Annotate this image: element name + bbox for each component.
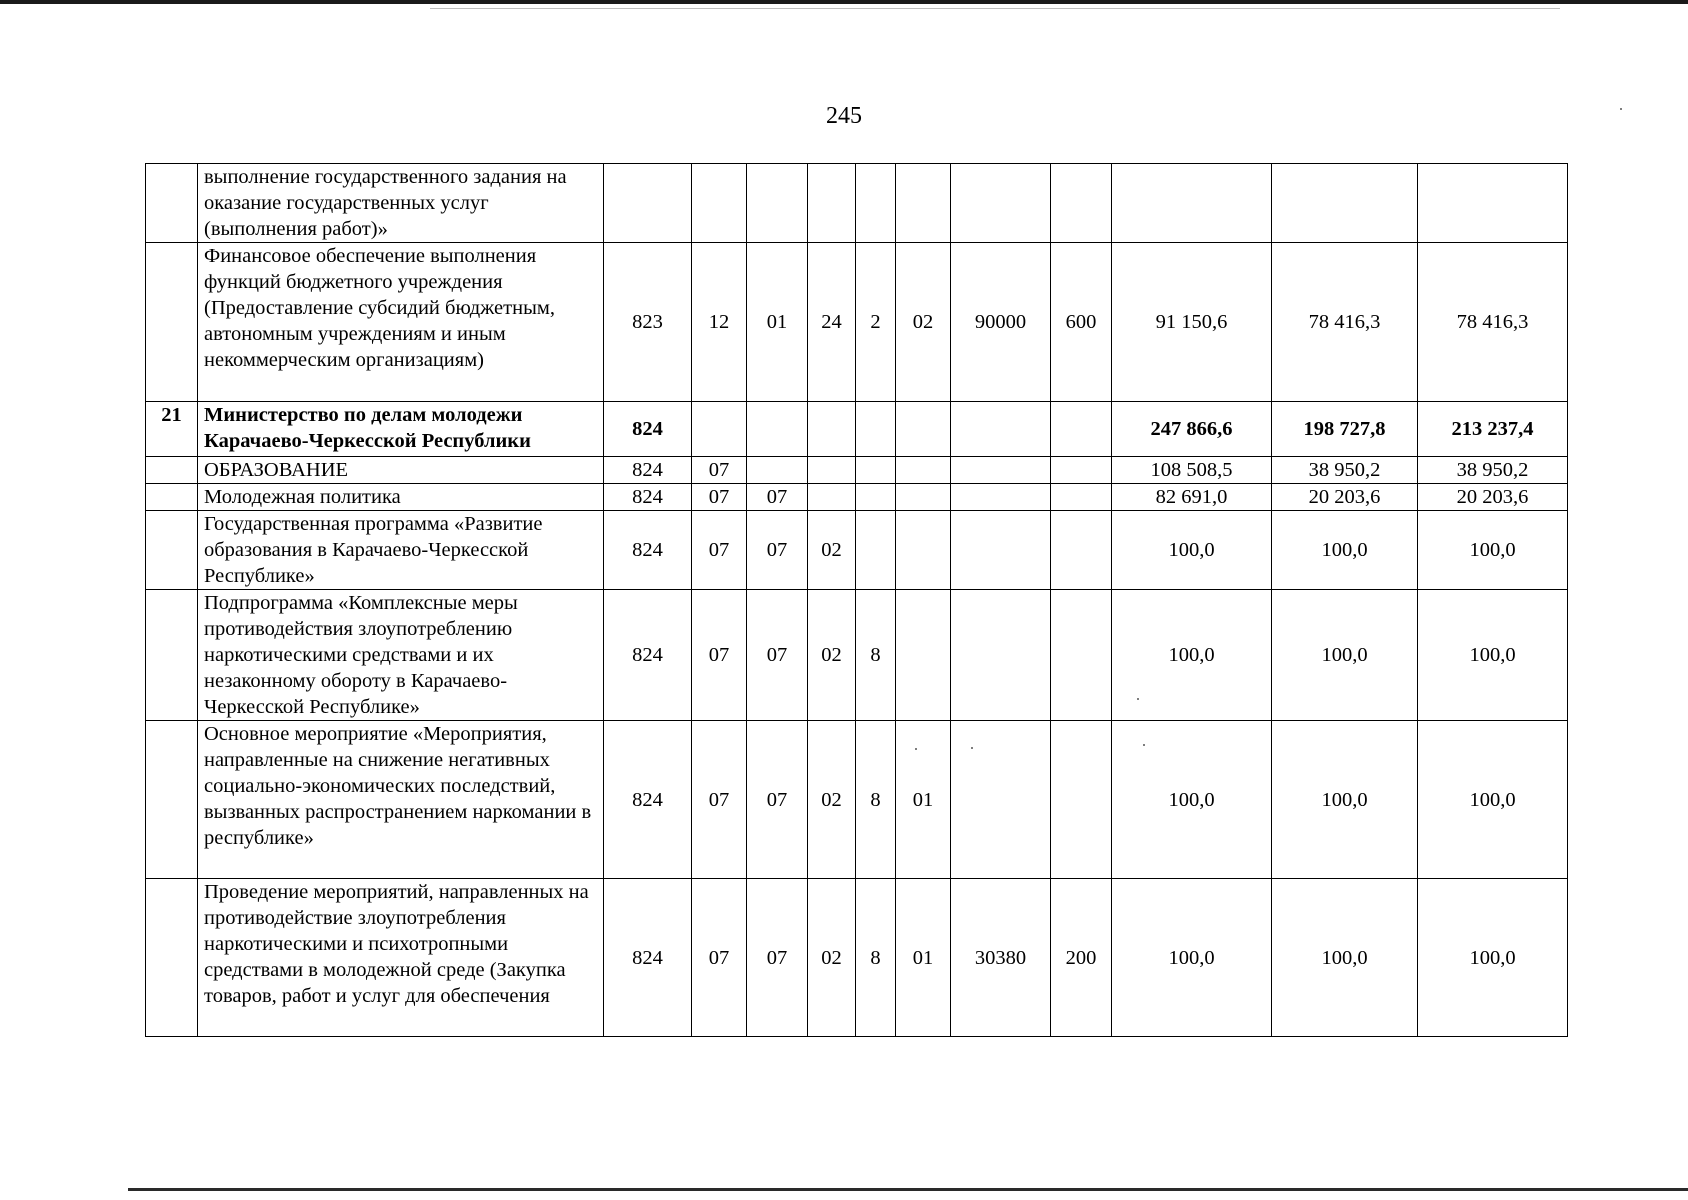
- subprogram-code-cell: 2: [856, 243, 896, 402]
- subprogram-code-cell: [856, 484, 896, 511]
- row-number-cell: [146, 511, 198, 590]
- expense-direction-code-cell: [951, 721, 1051, 879]
- section-code-cell: 07: [692, 484, 747, 511]
- subsection-code-cell: 07: [747, 511, 808, 590]
- main-activity-code-cell: [896, 511, 951, 590]
- expense-type-code-cell: 600: [1051, 243, 1112, 402]
- amount-year3-cell: 38 950,2: [1418, 457, 1568, 484]
- amount-year1-cell: [1112, 164, 1272, 243]
- ministry-code-cell: 824: [604, 721, 692, 879]
- amount-year2-cell: 100,0: [1272, 511, 1418, 590]
- expense-direction-code-cell: [951, 457, 1051, 484]
- table-row: [146, 164, 1568, 243]
- row-name-cell: Подпрограмма «Комплексные меры противодействия злоупотреблению наркотическими средствами и их незаконному обороту в Карачаево-Черкесской Республике»: [198, 590, 604, 721]
- subprogram-code-cell: 8: [856, 721, 896, 879]
- table-body: [146, 164, 1568, 1037]
- amount-year2-cell: 100,0: [1272, 721, 1418, 879]
- row-name-cell: Министерство по делам молодежи Карачаево-Черкесской Республики: [198, 402, 604, 457]
- expense-direction-code-cell: [951, 484, 1051, 511]
- row-number-cell: [146, 721, 198, 879]
- table-row: [146, 590, 1568, 721]
- expense-type-code-cell: [1051, 721, 1112, 879]
- ministry-code-cell: 824: [604, 879, 692, 1037]
- program-code-cell: 24: [808, 243, 856, 402]
- table-row: [146, 721, 1568, 879]
- section-code-cell: 07: [692, 511, 747, 590]
- table-row: [146, 484, 1568, 511]
- amount-year2-cell: 78 416,3: [1272, 243, 1418, 402]
- budget-table: [145, 163, 1568, 1037]
- program-code-cell: 02: [808, 511, 856, 590]
- scan-speck: [1143, 744, 1145, 746]
- subprogram-code-cell: [856, 457, 896, 484]
- table-row: [146, 243, 1568, 402]
- ministry-code-cell: 824: [604, 511, 692, 590]
- ministry-code-cell: 823: [604, 243, 692, 402]
- row-number-cell: 21: [146, 402, 198, 457]
- expense-direction-code-cell: [951, 590, 1051, 721]
- amount-year2-cell: [1272, 164, 1418, 243]
- program-code-cell: [808, 484, 856, 511]
- page-number: 245: [826, 103, 862, 129]
- row-name-cell: Основное мероприятие «Мероприятия, направленные на снижение негативных социально-экономических последствий, вызванных распространением наркомании в республике»: [198, 721, 604, 879]
- row-number-cell: [146, 879, 198, 1037]
- row-name-cell: Государственная программа «Развитие образования в Карачаево-Черкесской Республике»: [198, 511, 604, 590]
- amount-year3-cell: 100,0: [1418, 511, 1568, 590]
- expense-type-code-cell: [1051, 164, 1112, 243]
- expense-type-code-cell: [1051, 484, 1112, 511]
- row-number-cell: [146, 484, 198, 511]
- expense-direction-code-cell: 30380: [951, 879, 1051, 1037]
- section-code-cell: 12: [692, 243, 747, 402]
- subsection-code-cell: 07: [747, 879, 808, 1037]
- amount-year1-cell: 91 150,6: [1112, 243, 1272, 402]
- scan-speck: [1620, 108, 1622, 110]
- row-name-cell: Молодежная политика: [198, 484, 604, 511]
- expense-type-code-cell: 200: [1051, 879, 1112, 1037]
- main-activity-code-cell: 01: [896, 879, 951, 1037]
- subprogram-code-cell: 8: [856, 879, 896, 1037]
- subsection-code-cell: 07: [747, 590, 808, 721]
- amount-year3-cell: 213 237,4: [1418, 402, 1568, 457]
- program-code-cell: [808, 457, 856, 484]
- table-row: [146, 402, 1568, 457]
- ministry-code-cell: [604, 164, 692, 243]
- expense-direction-code-cell: [951, 511, 1051, 590]
- main-activity-code-cell: [896, 484, 951, 511]
- amount-year2-cell: 38 950,2: [1272, 457, 1418, 484]
- amount-year1-cell: 100,0: [1112, 879, 1272, 1037]
- ministry-code-cell: 824: [604, 484, 692, 511]
- scan-speck: [971, 747, 973, 749]
- expense-type-code-cell: [1051, 590, 1112, 721]
- scan-speck: [915, 748, 917, 750]
- ministry-code-cell: 824: [604, 590, 692, 721]
- amount-year2-cell: 100,0: [1272, 590, 1418, 721]
- amount-year2-cell: 20 203,6: [1272, 484, 1418, 511]
- row-name-cell: Проведение мероприятий, направленных на противодействие злоупотребления наркотическими и психотропными средствами в молодежной среде (Закупка товаров, работ и услуг для обеспечения: [198, 879, 604, 1037]
- section-code-cell: 07: [692, 721, 747, 879]
- table-row: [146, 879, 1568, 1037]
- expense-direction-code-cell: 90000: [951, 243, 1051, 402]
- amount-year1-cell: 247 866,6: [1112, 402, 1272, 457]
- amount-year1-cell: 100,0: [1112, 511, 1272, 590]
- main-activity-code-cell: [896, 164, 951, 243]
- row-number-cell: [146, 457, 198, 484]
- table-row: [146, 457, 1568, 484]
- amount-year3-cell: [1418, 164, 1568, 243]
- subsection-code-cell: 07: [747, 484, 808, 511]
- section-code-cell: [692, 164, 747, 243]
- amount-year3-cell: 20 203,6: [1418, 484, 1568, 511]
- table-row: [146, 511, 1568, 590]
- subsection-code-cell: [747, 457, 808, 484]
- subprogram-code-cell: 8: [856, 590, 896, 721]
- amount-year3-cell: 78 416,3: [1418, 243, 1568, 402]
- subprogram-code-cell: [856, 511, 896, 590]
- row-number-cell: [146, 590, 198, 721]
- row-name-cell: ОБРАЗОВАНИЕ: [198, 457, 604, 484]
- scan-speck: [1137, 698, 1139, 700]
- scan-border-top-thin: [430, 8, 1560, 9]
- scan-border-bottom: [128, 1188, 1688, 1191]
- amount-year2-cell: 198 727,8: [1272, 402, 1418, 457]
- program-code-cell: [808, 402, 856, 457]
- program-code-cell: 02: [808, 590, 856, 721]
- program-code-cell: [808, 164, 856, 243]
- main-activity-code-cell: [896, 457, 951, 484]
- subprogram-code-cell: [856, 402, 896, 457]
- main-activity-code-cell: [896, 590, 951, 721]
- main-activity-code-cell: [896, 402, 951, 457]
- subsection-code-cell: 01: [747, 243, 808, 402]
- ministry-code-cell: 824: [604, 457, 692, 484]
- section-code-cell: [692, 402, 747, 457]
- row-name-cell: выполнение государственного задания на оказание государственных услуг (выполнения работ)»: [198, 164, 604, 243]
- section-code-cell: 07: [692, 879, 747, 1037]
- program-code-cell: 02: [808, 721, 856, 879]
- section-code-cell: 07: [692, 457, 747, 484]
- amount-year3-cell: 100,0: [1418, 590, 1568, 721]
- subsection-code-cell: [747, 402, 808, 457]
- amount-year1-cell: 100,0: [1112, 590, 1272, 721]
- amount-year3-cell: 100,0: [1418, 879, 1568, 1037]
- ministry-code-cell: 824: [604, 402, 692, 457]
- subsection-code-cell: [747, 164, 808, 243]
- section-code-cell: 07: [692, 590, 747, 721]
- scan-border-top: [0, 0, 1688, 4]
- expense-type-code-cell: [1051, 457, 1112, 484]
- row-name-cell: Финансовое обеспечение выполнения функций бюджетного учреждения (Предоставление субсидий бюджетным, автономным учреждениям и иным некоммерческим организациям): [198, 243, 604, 402]
- expense-direction-code-cell: [951, 164, 1051, 243]
- main-activity-code-cell: 02: [896, 243, 951, 402]
- amount-year1-cell: 108 508,5: [1112, 457, 1272, 484]
- row-number-cell: [146, 164, 198, 243]
- expense-direction-code-cell: [951, 402, 1051, 457]
- subsection-code-cell: 07: [747, 721, 808, 879]
- amount-year1-cell: 100,0: [1112, 721, 1272, 879]
- expense-type-code-cell: [1051, 511, 1112, 590]
- main-activity-code-cell: 01: [896, 721, 951, 879]
- amount-year1-cell: 82 691,0: [1112, 484, 1272, 511]
- expense-type-code-cell: [1051, 402, 1112, 457]
- row-number-cell: [146, 243, 198, 402]
- amount-year3-cell: 100,0: [1418, 721, 1568, 879]
- subprogram-code-cell: [856, 164, 896, 243]
- amount-year2-cell: 100,0: [1272, 879, 1418, 1037]
- program-code-cell: 02: [808, 879, 856, 1037]
